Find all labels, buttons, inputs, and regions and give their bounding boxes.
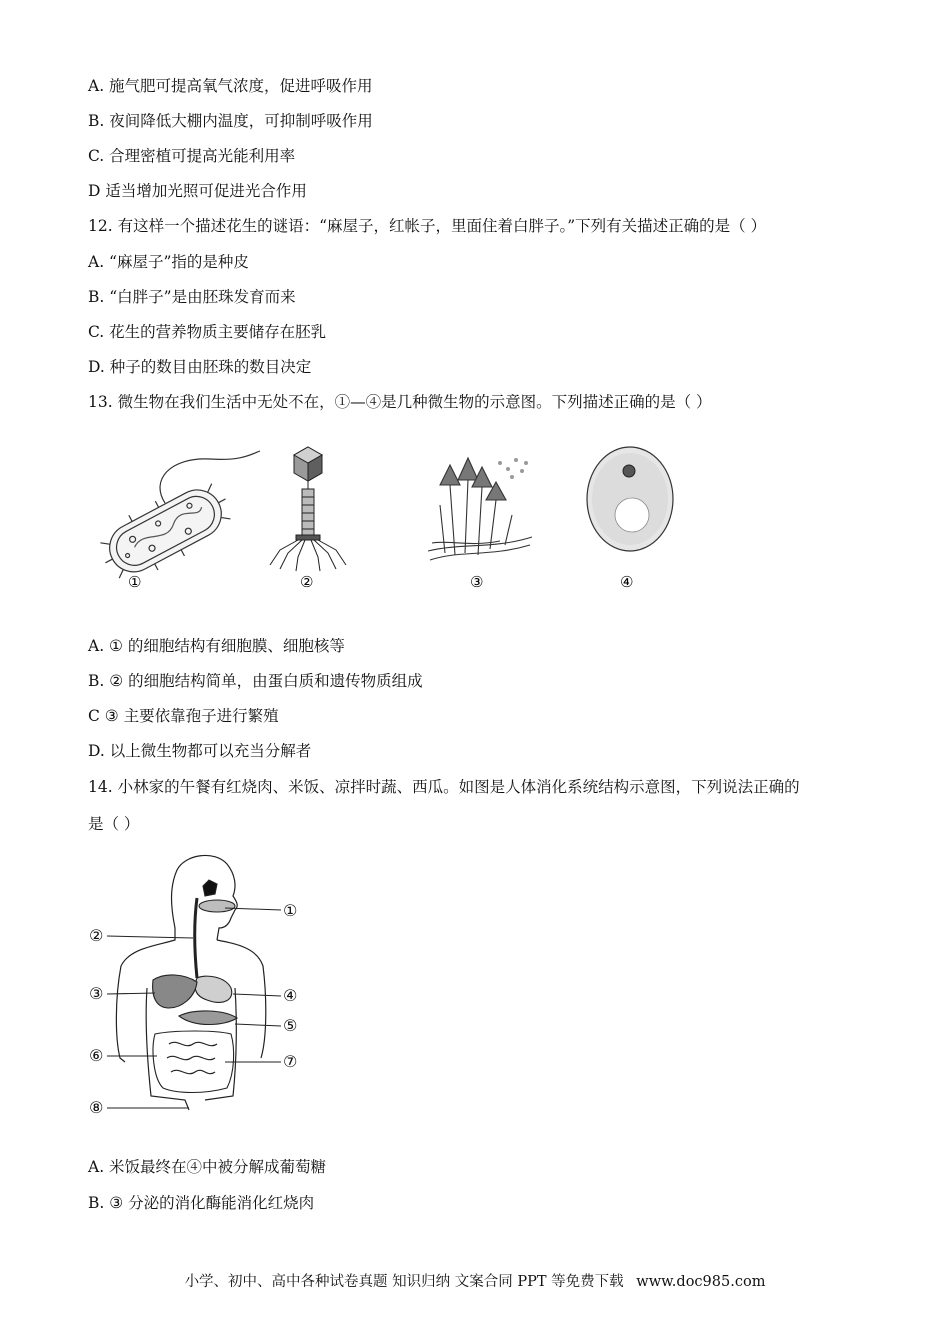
footer-text: 小学、初中、高中各种试卷真题 知识归纳 文案合同 PPT 等免费下载 [184, 1274, 624, 1290]
digestive-label-6: ⑥ [89, 1046, 104, 1065]
bacterium-illustration [100, 451, 260, 590]
q14-stem-line2: 是（ ） [88, 815, 140, 833]
q13-option-a: A. ① 的细胞结构有细胞膜、细胞核等 [88, 637, 345, 655]
q12-option-c: C. 花生的营养物质主要储存在胚乳 [88, 323, 327, 341]
q13-stem: 13. 微生物在我们生活中无处不在，①—④是几种微生物的示意图。下列描述正确的是（ ） [88, 393, 712, 411]
page-footer [0, 1270, 950, 1291]
label-4: ④ [620, 573, 634, 591]
q13-option-c: C ③ 主要依靠孢子进行繁殖 [88, 707, 279, 725]
footer-url[interactable]: www.doc985.com [636, 1274, 766, 1290]
digestive-label-5: ⑤ [283, 1016, 298, 1035]
q12-stem: 12. 有这样一个描述花生的谜语：“麻屋子，红帐子，里面住着白胖子。”下列有关描述正确的是（ ） [88, 217, 767, 235]
digestive-label-2: ② [89, 926, 104, 945]
q14-option-b: B. ③ 分泌的消化酶能消化红烧肉 [88, 1194, 315, 1212]
q12-option-a: A. “麻屋子”指的是种皮 [88, 253, 249, 271]
q11-option-d: D 适当增加光照可促进光合作用 [88, 182, 307, 200]
q13-option-b: B. ② 的细胞结构简单，由蛋白质和遗传物质组成 [88, 672, 423, 690]
q13-option-d: D. 以上微生物都可以充当分解者 [88, 742, 312, 760]
virus-illustration [270, 447, 346, 571]
q11-option-c: C. 合理密植可提高光能利用率 [88, 147, 296, 165]
label-3: ③ [470, 573, 484, 591]
yeast-cell-illustration [587, 447, 673, 551]
digestive-label-1: ① [283, 901, 298, 920]
digestive-label-4: ④ [283, 986, 298, 1005]
q14-stem-line1: 14. 小林家的午餐有红烧肉、米饭、凉拌时蔬、西瓜。如图是人体消化系统结构示意图，下列说法正确的 [88, 778, 800, 796]
label-2: ② [300, 573, 314, 591]
label-1: ① [128, 573, 142, 591]
q12-option-b: B. “白胖子”是由胚珠发育而来 [88, 288, 296, 306]
q11-option-b: B. 夜间降低大棚内温度，可抑制呼吸作用 [88, 112, 373, 130]
digestive-label-3: ③ [89, 984, 104, 1003]
digestive-organs [153, 880, 237, 1093]
digestive-label-8: ⑧ [89, 1098, 104, 1117]
q12-option-d: D. 种子的数目由胚珠的数目决定 [88, 358, 312, 376]
yeast-figure [580, 445, 690, 600]
digestive-label-7: ⑦ [283, 1052, 298, 1071]
digestive-system-figure [85, 848, 325, 1123]
q14-option-a: A. 米饭最终在④中被分解成葡萄糖 [88, 1158, 327, 1176]
microbes-figure [100, 445, 560, 600]
mold-illustration [428, 458, 532, 560]
q11-option-a: A. 施气肥可提高氧气浓度，促进呼吸作用 [88, 77, 373, 95]
